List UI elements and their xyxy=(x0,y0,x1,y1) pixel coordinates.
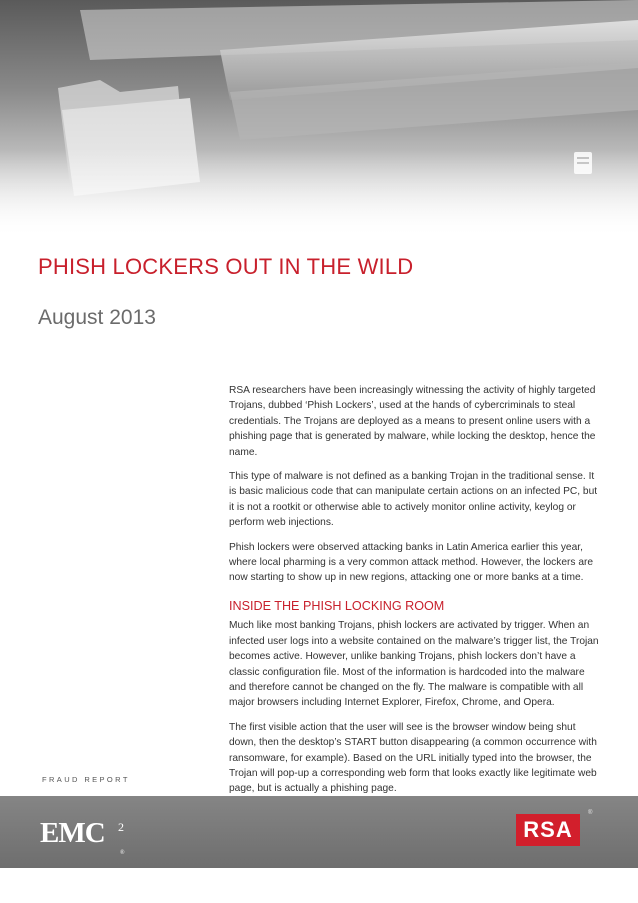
emc-logo xyxy=(40,817,125,856)
emc-logo-text: EMC xyxy=(40,817,105,849)
report-title: PHISH LOCKERS OUT IN THE WILD xyxy=(38,254,414,279)
report-date: August 2013 xyxy=(38,306,156,329)
fraud-report-label: FRAUD REPORT xyxy=(42,775,130,784)
emc-logo-superscript: 2 xyxy=(118,820,124,834)
section-heading: INSIDE THE PHISH LOCKING ROOM xyxy=(229,598,445,613)
intro-paragraph-2: This type of malware is not defined as a banking Trojan in the traditional sense. It is basic malicious code that can manipulate certain actions on an infected PC, but it is not a rootkit or otherwise able to actively monitor online activity, keylog or perform web injections. xyxy=(229,471,598,529)
rsa-registered-mark: ® xyxy=(588,810,593,816)
section-paragraph-2: The first visible action that the user will see is the browser window being shut down, then the desktop’s START button disappearing (a common occurrence with ransomware, for example). Based on the URL initially typed into the browser, the Trojan will pop-up a corresponding web form that looks exactly like legitimate web page, but is actually a phishing page. xyxy=(229,721,597,795)
hero-image xyxy=(0,0,638,238)
intro-paragraph-1: RSA researchers have been increasingly witnessing the activity of highly targeted Trojans, dubbed ‘Phish Lockers’, used at the hands of cybercriminals to steal credentials. The Trojans are deployed as a means to present online users with a phishing page that is generated by malware, while locking the desktop, hence the name. xyxy=(229,385,596,458)
body-column xyxy=(229,383,601,806)
emc-registered-mark: ® xyxy=(120,850,125,856)
rsa-logo: RSA xyxy=(516,814,580,846)
section-paragraph-1: Much like most banking Trojans, phish lockers are activated by trigger. When an infected user logs into a website contained on the malware’s trigger list, the Trojan becomes active. However, unlike banking Trojans, phish lockers don’t have a classic configuration file. Most of the information is hardcoded into the malware and therefore cannot be changed on the fly. The malware is compatible with all major browsers including Internet Explorer, Firefox, Chrome, and Opera. xyxy=(229,620,599,709)
intro-paragraph-3: Phish lockers were observed attacking banks in Latin America earlier this year, where local pharming is a very common attack method. However, the lockers are now starting to show up in new regions, attacking one or more banks at a time. xyxy=(229,541,594,584)
folder-illustration xyxy=(0,0,638,238)
